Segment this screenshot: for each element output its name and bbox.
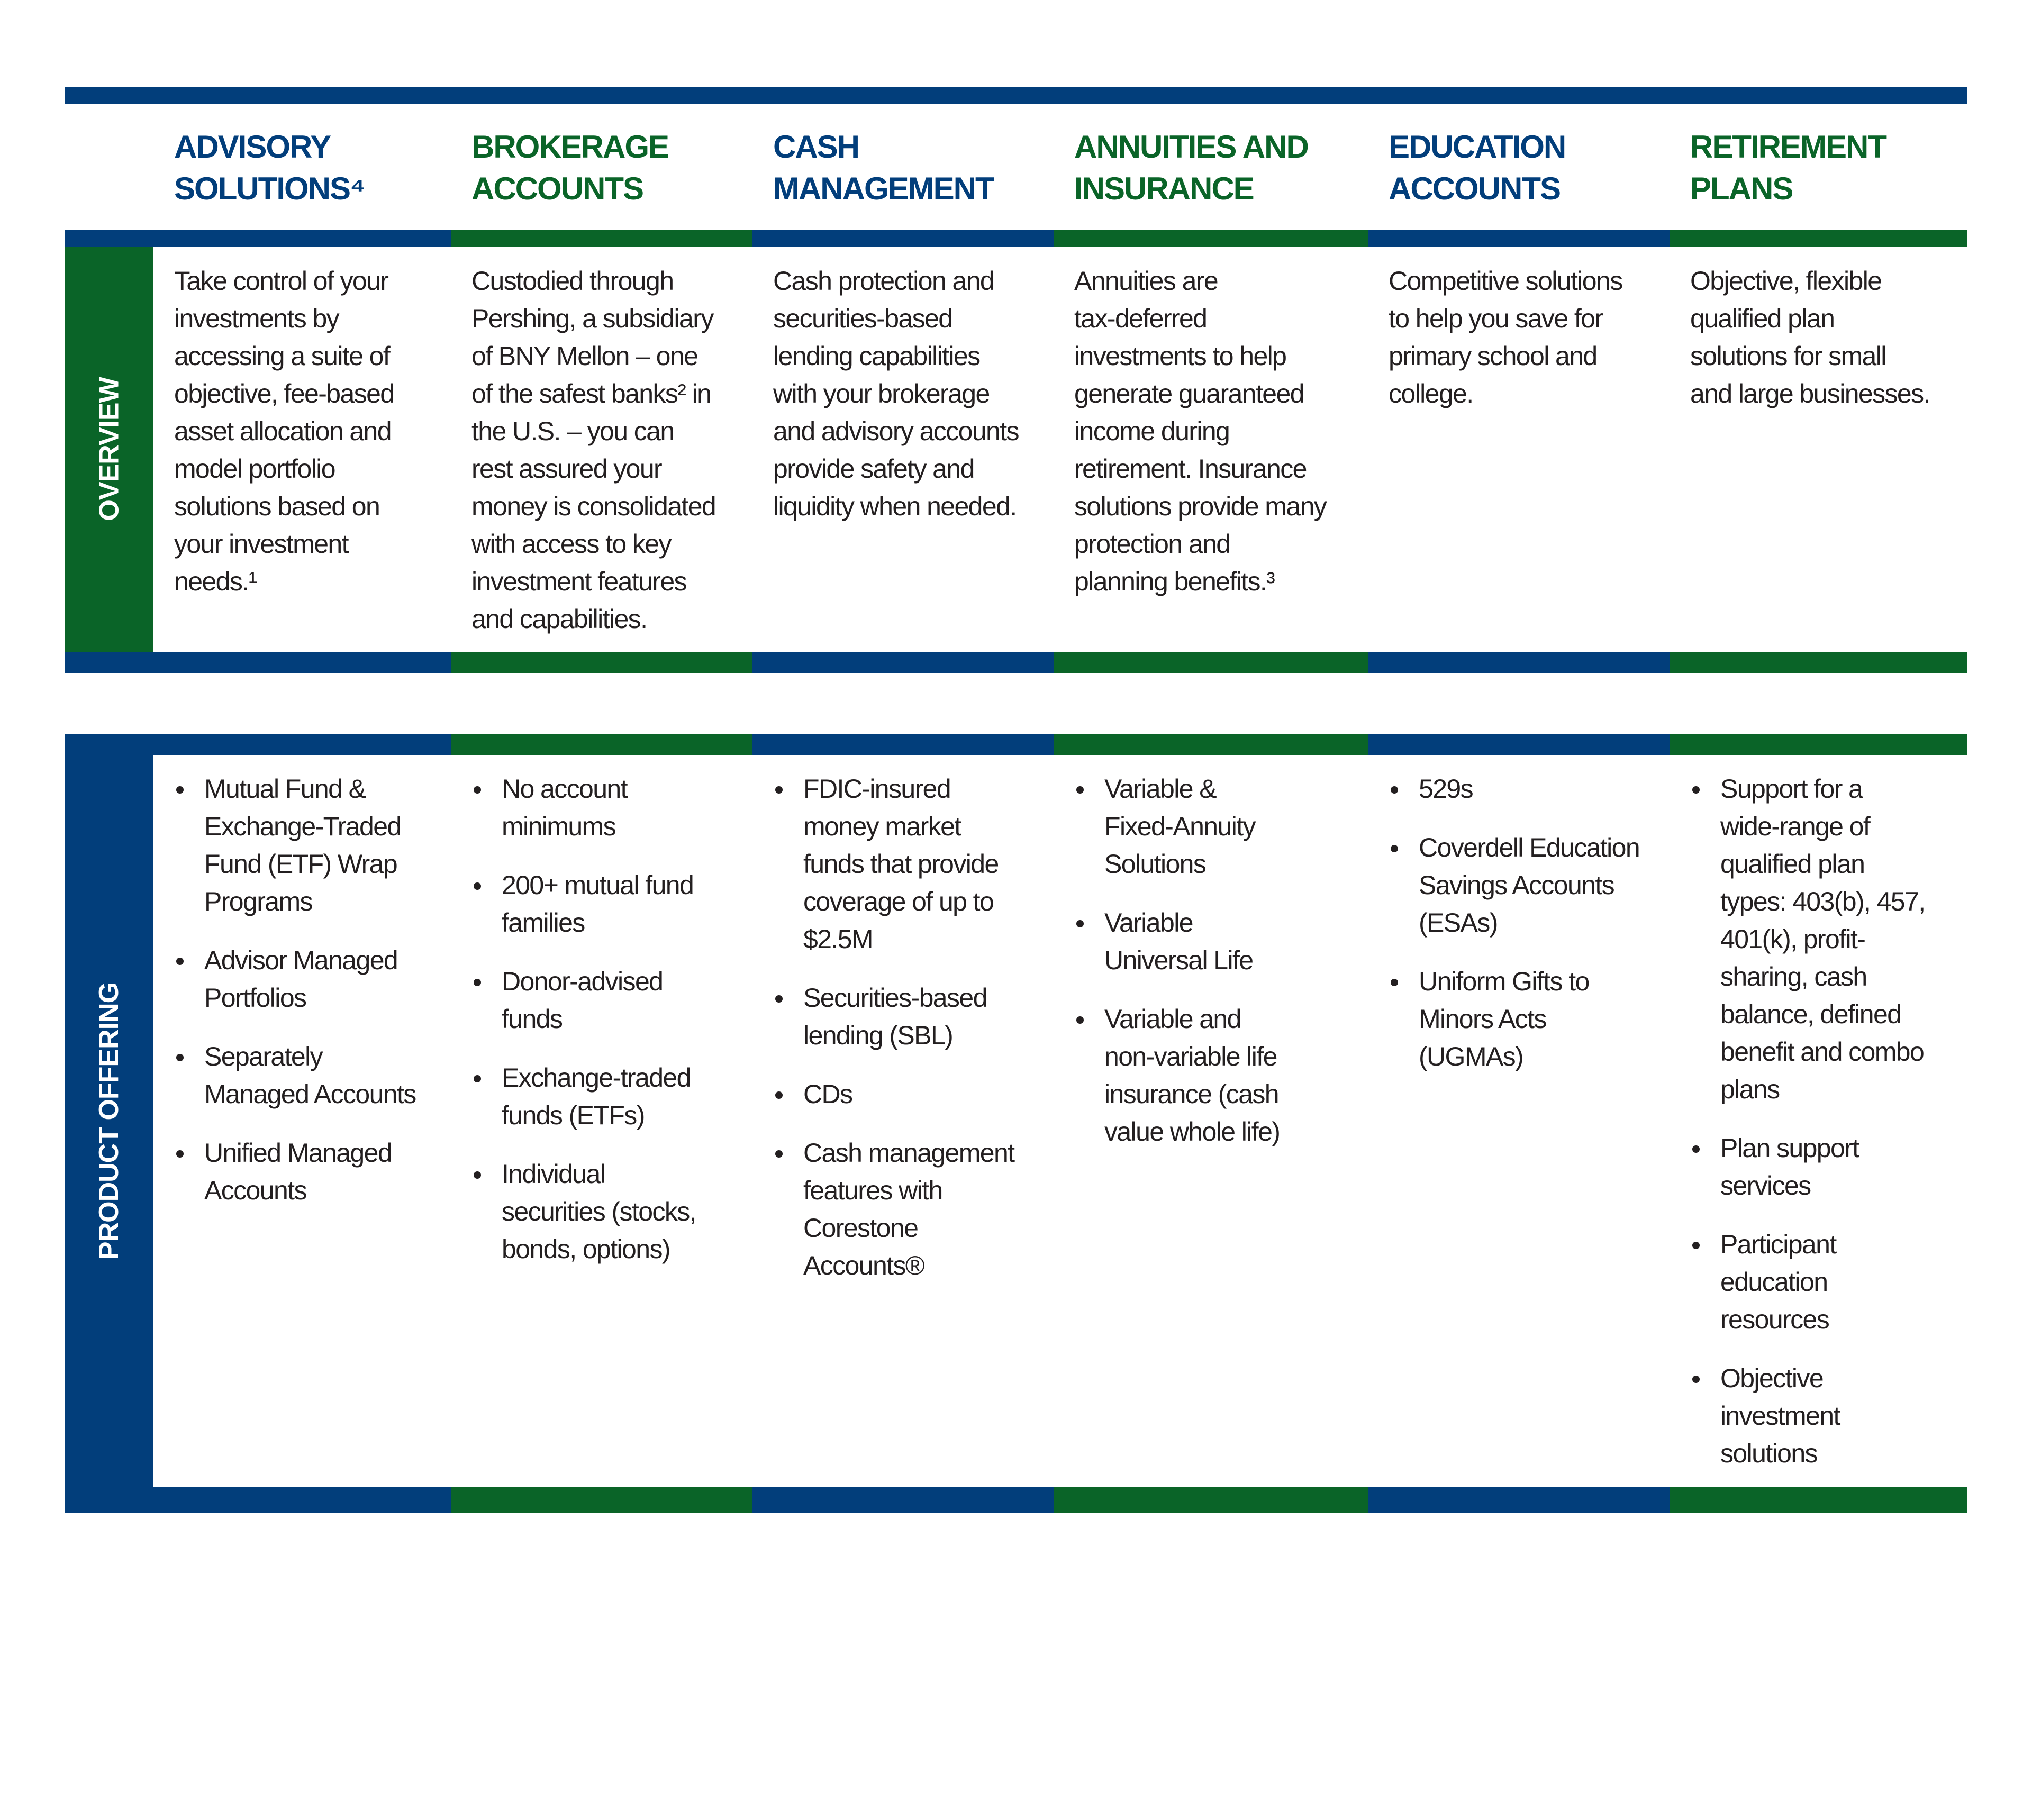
header-education-accounts: EDUCATION ACCOUNTS: [1389, 129, 1566, 206]
column-bar: [1054, 734, 1368, 755]
product-list-advisory: [174, 770, 416, 1231]
list-item: 529s: [1389, 770, 1639, 808]
header-brokerage-accounts: BROKERAGE ACCOUNTS: [471, 129, 669, 206]
list-item: FDIC-insured money market funds that provide coverage of up to $2.5M: [773, 770, 1014, 958]
column-bar: [1368, 652, 1670, 673]
product-offering-label-text: PRODUCT OFFERING: [94, 982, 125, 1260]
list-item: Variable Universal Life: [1074, 904, 1280, 979]
overview-advisory: Take control of your investments by accessing a suite of objective, fee-based asset allocation and model portfolio solutions based on your investment needs.¹: [174, 266, 394, 596]
product-list-annuities: [1074, 770, 1280, 1172]
list-item: Participant education resources: [1690, 1226, 1925, 1339]
list-item: Support for a wide-range of qualified plan types: 403(b), 457, 401(k), profit- sharing, cash balance, defined benefit and combo plans: [1690, 770, 1925, 1108]
column-bar: [65, 734, 451, 755]
column-bar: [1368, 1487, 1670, 1513]
list-item: Securities-based lending (SBL): [773, 979, 1014, 1054]
column-bar: [1670, 652, 1967, 673]
column-bar: [752, 1487, 1054, 1513]
header-advisory-solutions: ADVISORY SOLUTIONS⁴: [174, 129, 365, 206]
list-item: CDs: [773, 1076, 1014, 1113]
column-bar: [1054, 1487, 1368, 1513]
list-item: Mutual Fund & Exchange-Traded Fund (ETF) Wrap Programs: [174, 770, 416, 921]
list-item: Variable & Fixed-Annuity Solutions: [1074, 770, 1280, 883]
list-item: Objective investment solutions: [1690, 1360, 1925, 1472]
column-bar: [65, 230, 451, 247]
list-item: Separately Managed Accounts: [174, 1038, 416, 1113]
column-bar: [1670, 1487, 1967, 1513]
overview-retirement: Objective, flexible qualified plan solutions for small and large businesses.: [1690, 266, 1930, 408]
header-annuities-insurance: ANNUITIES AND INSURANCE: [1074, 129, 1308, 206]
column-bar: [451, 1487, 752, 1513]
list-item: Individual securities (stocks, bonds, options): [471, 1155, 696, 1268]
column-bar: [451, 230, 752, 247]
list-item: Variable and non-variable life insurance (cash value whole life): [1074, 1000, 1280, 1151]
list-item: Advisor Managed Portfolios: [174, 942, 416, 1017]
column-bar: [752, 230, 1054, 247]
header-cash-management: CASH MANAGEMENT: [773, 129, 994, 206]
list-item: Donor-advised funds: [471, 963, 696, 1038]
column-bar: [752, 734, 1054, 755]
column-bar: [1670, 230, 1967, 247]
product-list-cash: [773, 770, 1014, 1306]
overview-annuities: Annuities are tax-deferred investments to help generate guaranteed income during retirement. Insurance solutions provide many protection and planning benefits.³: [1074, 266, 1327, 596]
product-list-retirement: [1690, 770, 1925, 1494]
list-item: Unified Managed Accounts: [174, 1134, 416, 1209]
list-item: Cash management features with Corestone Accounts®: [773, 1134, 1014, 1285]
column-bar: [1368, 734, 1670, 755]
column-bar: [1054, 230, 1368, 247]
column-bar: [65, 652, 451, 673]
product-list-brokerage: [471, 770, 696, 1289]
overview-row-label: [65, 247, 153, 652]
column-bar: [1368, 230, 1670, 247]
product-offering-row-label: [65, 755, 153, 1487]
list-item: Plan support services: [1690, 1130, 1925, 1205]
column-bar: [65, 1487, 451, 1513]
list-item: Uniform Gifts to Minors Acts (UGMAs): [1389, 963, 1639, 1076]
column-bar: [1054, 652, 1368, 673]
list-item: Exchange-traded funds (ETFs): [471, 1059, 696, 1134]
column-bar: [451, 734, 752, 755]
product-list-education: [1389, 770, 1639, 1097]
list-item: No account minimums: [471, 770, 696, 845]
list-item: 200+ mutual fund families: [471, 867, 696, 942]
list-item: Coverdell Education Savings Accounts (ESAs): [1389, 829, 1639, 942]
column-bar: [752, 652, 1054, 673]
header-retirement-plans: RETIREMENT PLANS: [1690, 129, 1886, 206]
column-bar: [1670, 734, 1967, 755]
overview-education: Competitive solutions to help you save for primary school and college.: [1389, 266, 1622, 408]
overview-label-text: OVERVIEW: [94, 377, 125, 521]
top-rule: [65, 87, 1967, 104]
overview-cash: Cash protection and securities-based lending capabilities with your brokerage and advisory accounts provide safety and liquidity when needed.: [773, 266, 1019, 521]
column-bar: [451, 652, 752, 673]
overview-brokerage: Custodied through Pershing, a subsidiary of BNY Mellon – one of the safest banks² in the U.S. – you can rest assured your money is consolidated with access to key investment features and capabilities.: [471, 266, 716, 634]
